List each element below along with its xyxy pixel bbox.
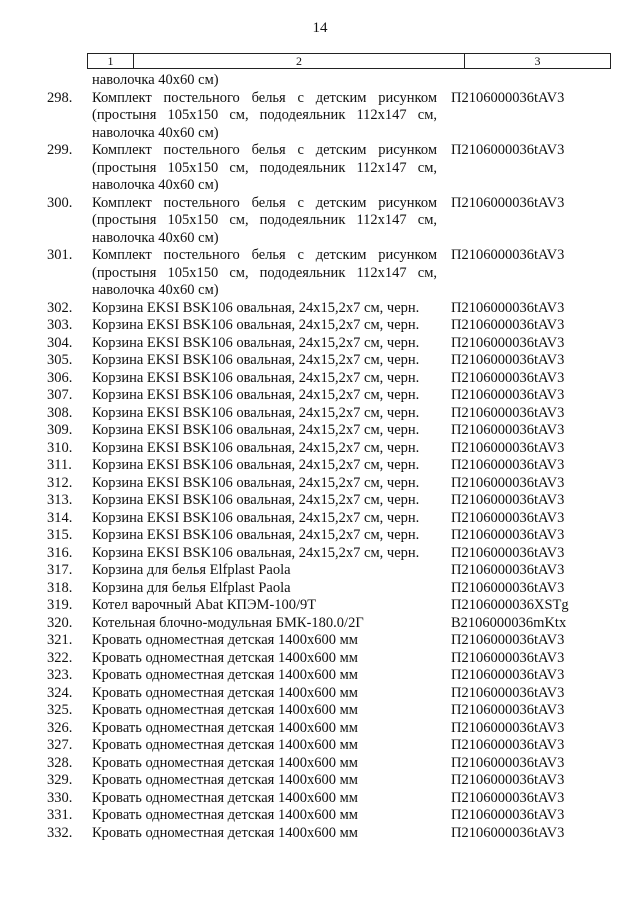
item-name: Корзина для белья Elfplast Paola: [92, 562, 291, 578]
table-row: [0, 142, 640, 195]
item-code: П2106000036tAV3: [451, 544, 565, 561]
row-number: 331.: [47, 807, 73, 823]
item-code: B2106000036mKtx: [451, 614, 567, 631]
item-code: П2106000036tAV3: [451, 474, 565, 491]
row-number: 330.: [47, 789, 73, 806]
table-row: [0, 597, 640, 615]
item-code: П2106000036tAV3: [451, 667, 565, 683]
item-name: Корзина EKSI BSK106 овальная, 24x15,2x7 см, черн.: [92, 369, 420, 386]
item-code: П2106000036XSTg: [451, 597, 569, 613]
table-row: [0, 650, 640, 668]
item-code: П2106000036tAV3: [451, 579, 565, 596]
item-code: П2106000036tAV3: [451, 632, 565, 648]
table-row: [0, 352, 640, 370]
item-code: П2106000036tAV3: [451, 439, 565, 456]
row-number: 315.: [47, 527, 73, 543]
table-row: [0, 90, 640, 143]
item-name: Кровать одноместная детская 1400x600 мм: [92, 824, 358, 841]
item-name: Кровать одноместная детская 1400x600 мм: [92, 789, 358, 806]
row-number: 329.: [47, 772, 73, 788]
table-row: [0, 772, 640, 790]
table-row: [0, 440, 640, 458]
row-number: 318.: [47, 579, 73, 596]
table-row: [0, 755, 640, 773]
item-code: П2106000036tAV3: [451, 824, 565, 841]
row-number: 326.: [47, 719, 73, 736]
item-name: Котельная блочно-модульная БМК-180.0/2Г: [92, 614, 364, 631]
item-code: П2106000036tAV3: [451, 509, 565, 526]
table-row: [0, 492, 640, 510]
item-code: П2106000036tAV3: [451, 737, 565, 753]
item-code: П2106000036tAV3: [451, 702, 565, 718]
table-row: [0, 615, 640, 633]
item-name: Корзина EKSI BSK106 овальная, 24x15,2x7 см, черн.: [92, 544, 420, 561]
table-row: [0, 247, 640, 300]
table-row: [0, 632, 640, 650]
item-name: Кровать одноместная детская 1400x600 мм: [92, 807, 358, 823]
table-row: [0, 387, 640, 405]
table-row: [0, 72, 640, 90]
item-code: П2106000036tAV3: [451, 422, 565, 438]
row-number: 324.: [47, 684, 73, 701]
row-number: 314.: [47, 509, 73, 526]
row-number: 306.: [47, 369, 73, 386]
column-header-table: [87, 53, 611, 69]
item-name: Корзина EKSI BSK106 овальная, 24x15,2x7 см, черн.: [92, 387, 420, 403]
row-number: 319.: [47, 597, 73, 613]
item-code: П2106000036tAV3: [451, 247, 565, 263]
table-row: [0, 737, 640, 755]
column-header-2: 2: [134, 54, 465, 69]
item-name: Кровать одноместная детская 1400x600 мм: [92, 737, 358, 753]
row-number: 328.: [47, 754, 73, 771]
column-header-3: 3: [465, 54, 611, 69]
table-row: [0, 405, 640, 423]
item-code: П2106000036tAV3: [451, 352, 565, 368]
table-row: [0, 667, 640, 685]
item-name: Кровать одноместная детская 1400x600 мм: [92, 754, 358, 771]
table-row: [0, 685, 640, 703]
table-row: [0, 545, 640, 563]
row-number: 307.: [47, 387, 73, 403]
item-name: Корзина EKSI BSK106 овальная, 24x15,2x7 см, черн.: [92, 509, 420, 526]
item-name: Корзина EKSI BSK106 овальная, 24x15,2x7 см, черн.: [92, 352, 420, 368]
item-name: Комплект постельного белья с детским рисунком (простыня 105x150 см, пододеяльник 112x147 см, наволочка 40x60 см): [92, 194, 437, 246]
item-name: Комплект постельного белья с детским рисунком (простыня 105x150 см, пододеяльник 112x147 см, наволочка 40x60 см): [92, 247, 437, 298]
item-list: [0, 72, 640, 842]
row-number: 309.: [47, 422, 73, 438]
row-number: 311.: [47, 457, 72, 473]
row-number: 304.: [47, 334, 73, 351]
item-name: Комплект постельного белья с детским рисунком (простыня 105x150 см, пододеяльник 112x147 см, наволочка 40x60 см): [92, 142, 437, 193]
table-row: [0, 790, 640, 808]
item-name: Корзина EKSI BSK106 овальная, 24x15,2x7 см, черн.: [92, 299, 420, 316]
item-code: П2106000036tAV3: [451, 649, 565, 666]
page-number: 14: [312, 20, 328, 36]
row-number: 327.: [47, 737, 73, 753]
row-number: 301.: [47, 247, 73, 263]
row-number: 299.: [47, 142, 73, 158]
item-name: Кровать одноместная детская 1400x600 мм: [92, 649, 358, 666]
table-row: [0, 720, 640, 738]
row-number: 325.: [47, 702, 73, 718]
table-row: [0, 370, 640, 388]
item-name: Корзина EKSI BSK106 овальная, 24x15,2x7 см, черн.: [92, 457, 420, 473]
item-name: Корзина для белья Elfplast Paola: [92, 579, 291, 596]
item-code: П2106000036tAV3: [451, 404, 565, 421]
row-number: 320.: [47, 614, 73, 631]
row-number: 312.: [47, 474, 73, 491]
row-number: 300.: [47, 194, 73, 211]
item-code: П2106000036tAV3: [451, 772, 565, 788]
item-name: Корзина EKSI BSK106 овальная, 24x15,2x7 см, черн.: [92, 527, 420, 543]
item-name: Котел варочный Abat КПЭМ-100/9Т: [92, 597, 317, 613]
item-code: П2106000036tAV3: [451, 789, 565, 806]
table-row: [0, 510, 640, 528]
item-code: П2106000036tAV3: [451, 562, 565, 578]
item-name: Комплект постельного белья с детским рисунком (простыня 105x150 см, пододеяльник 112x147 см, наволочка 40x60 см): [92, 89, 437, 141]
item-name: Кровать одноместная детская 1400x600 мм: [92, 719, 358, 736]
item-code: П2106000036tAV3: [451, 719, 565, 736]
table-row: [0, 580, 640, 598]
item-code: П2106000036tAV3: [451, 142, 565, 158]
row-number: 313.: [47, 492, 73, 508]
item-code: П2106000036tAV3: [451, 334, 565, 351]
row-number: 316.: [47, 544, 73, 561]
item-name: Корзина EKSI BSK106 овальная, 24x15,2x7 см, черн.: [92, 317, 420, 333]
table-row: [0, 422, 640, 440]
item-code: П2106000036tAV3: [451, 89, 565, 106]
item-name: Кровать одноместная детская 1400x600 мм: [92, 684, 358, 701]
item-code: П2106000036tAV3: [451, 387, 565, 403]
item-code: П2106000036tAV3: [451, 754, 565, 771]
item-name: Корзина EKSI BSK106 овальная, 24x15,2x7 см, черн.: [92, 439, 420, 456]
row-number: 317.: [47, 562, 73, 578]
item-name: Кровать одноместная детская 1400x600 мм: [92, 632, 358, 648]
table-row: [0, 562, 640, 580]
table-row: [0, 702, 640, 720]
item-name: Кровать одноместная детская 1400x600 мм: [92, 667, 358, 683]
row-number: 302.: [47, 299, 73, 316]
row-number: 321.: [47, 632, 73, 648]
table-row: [0, 195, 640, 248]
item-code: П2106000036tAV3: [451, 492, 565, 508]
table-row: [0, 807, 640, 825]
row-number: 305.: [47, 352, 73, 368]
item-code: П2106000036tAV3: [451, 369, 565, 386]
item-name: Корзина EKSI BSK106 овальная, 24x15,2x7 см, черн.: [92, 334, 420, 351]
item-name: Корзина EKSI BSK106 овальная, 24x15,2x7 см, черн.: [92, 492, 420, 508]
item-name: Кровать одноместная детская 1400x600 мм: [92, 772, 358, 788]
table-row: [0, 527, 640, 545]
item-name: Корзина EKSI BSK106 овальная, 24x15,2x7 см, черн.: [92, 404, 420, 421]
item-code: П2106000036tAV3: [451, 317, 565, 333]
item-code: П2106000036tAV3: [451, 527, 565, 543]
item-name: наволочка 40х60 см): [92, 72, 219, 88]
column-header-1: 1: [88, 54, 134, 69]
table-row: [0, 475, 640, 493]
row-number: 308.: [47, 404, 73, 421]
table-row: [0, 335, 640, 353]
item-code: П2106000036tAV3: [451, 684, 565, 701]
item-name: Кровать одноместная детская 1400x600 мм: [92, 702, 358, 718]
item-code: П2106000036tAV3: [451, 807, 565, 823]
table-row: [0, 825, 640, 843]
item-code: П2106000036tAV3: [451, 299, 565, 316]
row-number: 323.: [47, 667, 73, 683]
row-number: 298.: [47, 89, 73, 106]
row-number: 332.: [47, 824, 73, 841]
item-name: Корзина EKSI BSK106 овальная, 24x15,2x7 см, черн.: [92, 422, 420, 438]
table-row: [0, 300, 640, 318]
row-number: 303.: [47, 317, 73, 333]
table-row: [0, 317, 640, 335]
row-number: 322.: [47, 649, 73, 666]
item-code: П2106000036tAV3: [451, 457, 565, 473]
item-name: Корзина EKSI BSK106 овальная, 24x15,2x7 см, черн.: [92, 474, 420, 491]
item-code: П2106000036tAV3: [451, 194, 565, 211]
row-number: 310.: [47, 439, 73, 456]
table-row: [0, 457, 640, 475]
